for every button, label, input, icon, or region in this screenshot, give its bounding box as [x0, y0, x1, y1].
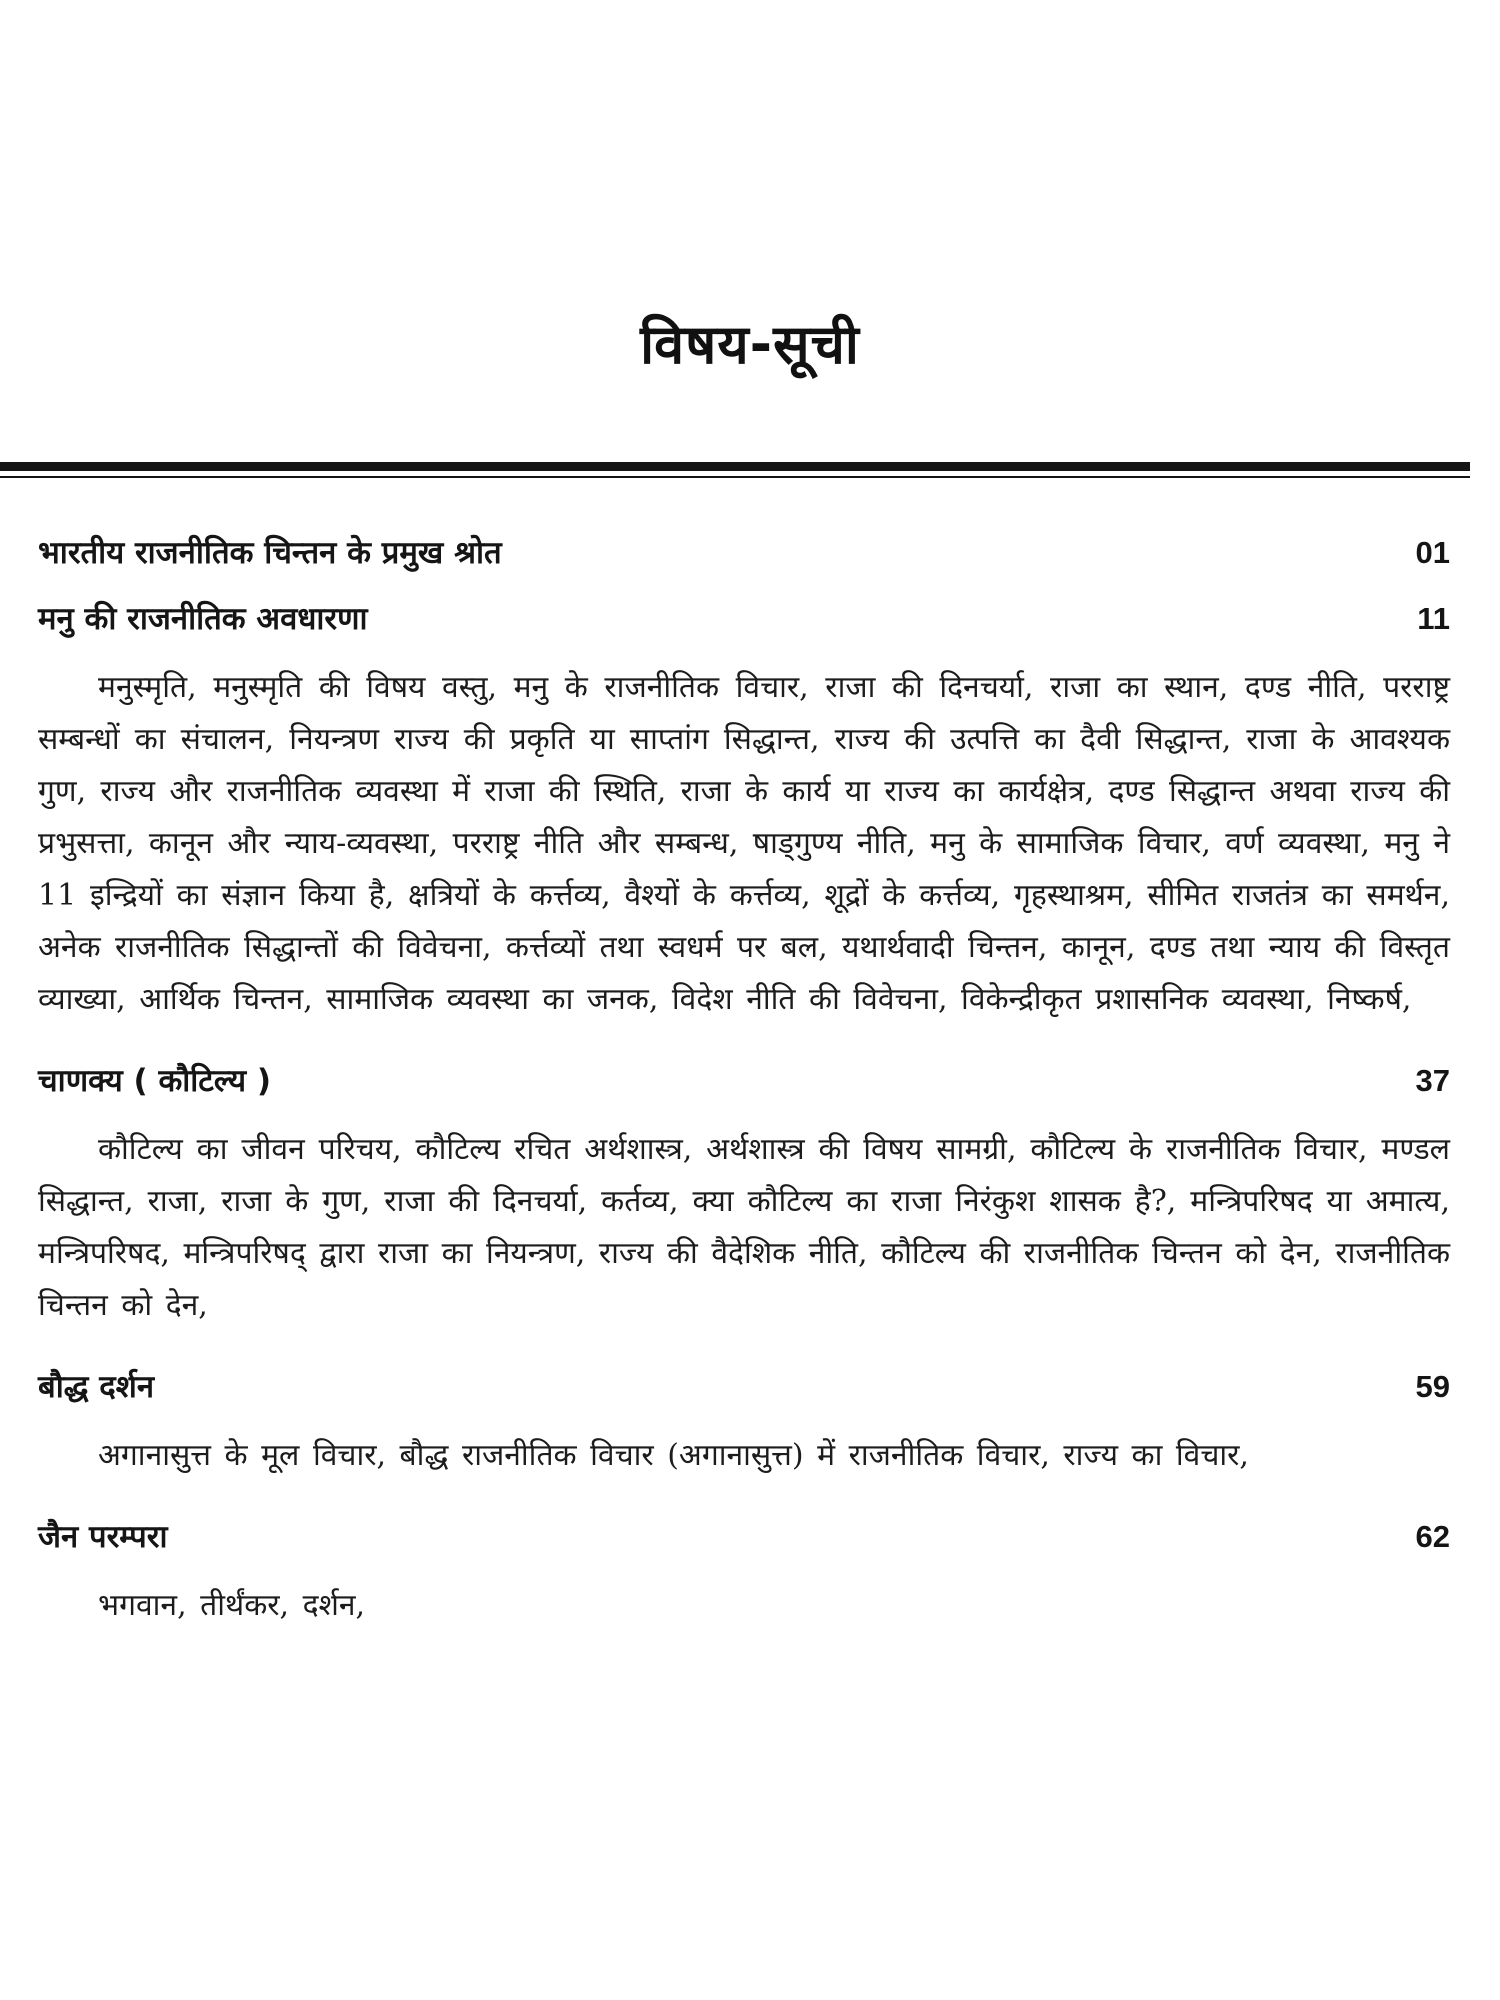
toc-entry-header[interactable] [38, 586, 1450, 652]
toc-entry-sources [38, 520, 1450, 586]
table-of-contents [38, 520, 1450, 1654]
toc-entry-subtopics: मनुस्मृति, मनुस्मृति की विषय वस्तु, मनु के राजनीतिक विचार, राजा की दिनचर्या, राजा का स्थान, दण्ड नीति, परराष्ट्र सम्बन्धों का संचालन, नियन्त्रण राज्य की प्रकृति या साप्तांग सिद्धान्त, राज्य की उत्पत्ति का दैवी सिद्धान्त, राजा के आवश्यक गुण, राज्य और राजनीतिक व्यवस्था में राजा की स्थिति, राजा के कार्य या राज्य का कार्यक्षेत्र, दण्ड सिद्धान्त अथवा राज्य की प्रभुसत्ता, कानून और न्याय-व्यवस्था, परराष्ट्र नीति और सम्बन्ध, षाड्गुण्य नीति, मनु के सामाजिक विचार, वर्ण व्यवस्था, मनु ने 11 इन्द्रियों का संज्ञान किया है, क्षत्रियों के कर्त्तव्य, वैश्यों के कर्त्तव्य, शूद्रों के कर्त्तव्य, गृहस्थाश्रम, सीमित राजतंत्र का समर्थन, अनेक राजनीतिक सिद्धान्तों की विवेचना, कर्त्तव्यों तथा स्वधर्म पर बल, यथार्थवादी चिन्तन, कानून, दण्ड तथा न्याय की विस्तृत व्याख्या, आर्थिक चिन्तन, सामाजिक व्यवस्था का जनक, विदेश नीति की विवेचना, विकेन्द्रीकृत प्रशासनिक व्यवस्था, निष्कर्ष, [38, 670, 1450, 1017]
toc-entry-header[interactable] [38, 520, 1450, 586]
toc-entry-manu [38, 586, 1450, 1026]
toc-entry-subtopics: भगवान, तीर्थंकर, दर्शन, [98, 1588, 366, 1623]
toc-entry-title: चाणक्य ( कौटिल्य ) [38, 1063, 272, 1099]
toc-entry-header[interactable] [38, 1354, 1450, 1420]
toc-entry-page-number: 37 [1415, 1063, 1450, 1098]
toc-entry-subtopics: अगानासुत्त के मूल विचार, बौद्ध राजनीतिक विचार (अगानासुत्त) में राजनीतिक विचार, राज्य का विचार, [98, 1438, 1249, 1473]
toc-entry-page-number: 59 [1415, 1369, 1450, 1404]
toc-entry-title: जैन परम्परा [38, 1519, 168, 1555]
toc-entry-header[interactable] [38, 1504, 1450, 1570]
page-title: विषय-सूची [640, 313, 860, 376]
toc-entry-page-number: 62 [1415, 1519, 1450, 1554]
toc-entry-header[interactable] [38, 1048, 1450, 1114]
toc-entry-buddhist [38, 1354, 1450, 1482]
title-divider-thin [0, 476, 1470, 478]
toc-entry-title: बौद्ध दर्शन [38, 1369, 155, 1405]
toc-entry-page-number: 01 [1415, 535, 1450, 570]
toc-entry-page-number: 11 [1417, 601, 1450, 636]
toc-entry-subtopics: कौटिल्य का जीवन परिचय, कौटिल्य रचित अर्थशास्त्र, अर्थशास्त्र की विषय सामग्री, कौटिल्य के राजनीतिक विचार, मण्डल सिद्धान्त, राजा, राजा के गुण, राजा की दिनचर्या, कर्तव्य, क्या कौटिल्य का राजा निरंकुश शासक है?, मन्त्रिपरिषद या अमात्य, मन्त्रिपरिषद, मन्त्रिपरिषद् द्वारा राजा का नियन्त्रण, राज्य की वैदेशिक नीति, कौटिल्य की राजनीतिक चिन्तन को देन, राजनीतिक चिन्तन को देन, [38, 1132, 1450, 1323]
title-divider-thick [0, 462, 1470, 471]
toc-entry-jain [38, 1504, 1450, 1632]
toc-entry-title: मनु की राजनीतिक अवधारणा [38, 601, 368, 637]
toc-entry-title: भारतीय राजनीतिक चिन्तन के प्रमुख श्रोत [38, 535, 502, 571]
toc-entry-chanakya [38, 1048, 1450, 1332]
